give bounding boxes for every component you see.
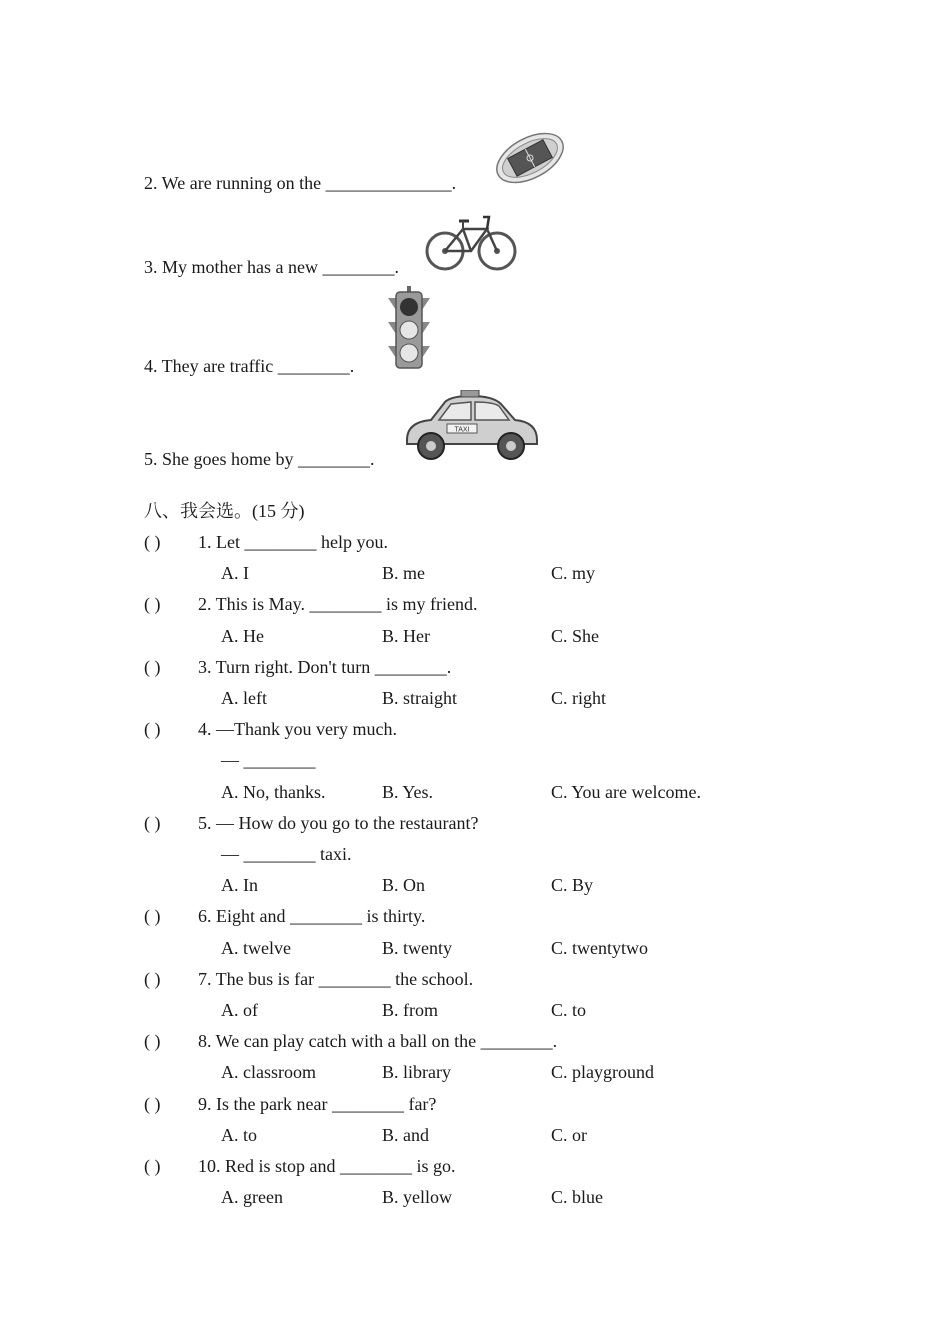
option-a[interactable]: A. In <box>221 875 258 896</box>
option-c[interactable]: C. my <box>551 563 596 584</box>
answer-bracket[interactable]: ( ) <box>144 1156 161 1176</box>
option-c[interactable]: C. You are welcome. <box>551 781 701 802</box>
option-b[interactable]: B. Her <box>382 625 430 646</box>
question-stem: 10. Red is stop and ________ is go. <box>198 1156 456 1176</box>
option-a[interactable]: A. He <box>221 625 264 646</box>
answer-bracket[interactable]: ( ) <box>144 719 161 740</box>
taxi-sign-text: TAXI <box>454 426 470 434</box>
option-a[interactable]: A. to <box>221 1124 257 1145</box>
option-c[interactable]: C. playground <box>551 1062 654 1083</box>
option-b[interactable]: B. Yes. <box>382 781 434 802</box>
question-stem: 2. This is May. ________ is my friend. <box>198 594 478 615</box>
question-stem: 3. Turn right. Don't turn ________. <box>198 656 452 677</box>
question-stem: 7. The bus is far ________ the school. <box>198 968 474 989</box>
option-c[interactable]: C. blue <box>551 1187 603 1208</box>
answer-bracket[interactable]: ( ) <box>144 594 161 615</box>
option-c[interactable]: C. By <box>551 875 594 896</box>
option-b[interactable]: B. library <box>382 1062 451 1083</box>
section-title: 八、我会选。(15 分) <box>144 501 305 521</box>
option-a[interactable]: A. classroom <box>221 1062 316 1083</box>
option-c[interactable]: C. to <box>551 1000 587 1020</box>
question-stem: 5. — How do you go to the restaurant? <box>198 812 479 833</box>
question-stem: 9. Is the park near ________ far? <box>198 1093 437 1114</box>
bicycle-icon <box>423 207 519 273</box>
option-a[interactable]: A. I <box>221 563 249 584</box>
option-a[interactable]: A. twelve <box>221 937 291 958</box>
question-stem: 1. Let ________ help you. <box>198 532 388 552</box>
option-b[interactable]: B. twenty <box>382 937 452 958</box>
option-b[interactable]: B. me <box>382 563 425 584</box>
option-a[interactable]: A. of <box>221 1000 258 1020</box>
answer-bracket[interactable]: ( ) <box>144 906 161 927</box>
option-c[interactable]: C. twentytwo <box>551 937 648 958</box>
option-b[interactable]: B. On <box>382 875 426 896</box>
answer-line: — ________ <box>221 750 316 771</box>
question-stem: 4. —Thank you very much. <box>198 719 397 740</box>
question-stem: 6. Eight and ________ is thirty. <box>198 906 426 927</box>
answer-bracket[interactable]: ( ) <box>144 812 161 833</box>
fill-item-3: 3. My mother has a new ________. <box>144 257 399 277</box>
taxi-icon <box>401 390 541 462</box>
option-b[interactable]: B. from <box>382 1000 438 1020</box>
fill-item-2: 2. We are running on the ______________. <box>144 173 457 193</box>
answer-bracket[interactable]: ( ) <box>144 968 161 989</box>
answer-bracket[interactable]: ( ) <box>144 656 161 677</box>
option-c[interactable]: C. right <box>551 688 607 708</box>
answer-bracket[interactable]: ( ) <box>144 1031 161 1052</box>
option-b[interactable]: B. yellow <box>382 1187 452 1208</box>
option-b[interactable]: B. and <box>382 1124 429 1145</box>
option-c[interactable]: C. or <box>551 1124 587 1145</box>
option-a[interactable]: A. left <box>221 688 267 708</box>
fill-item-4: 4. They are traffic ________. <box>144 356 355 376</box>
option-a[interactable]: A. No, thanks. <box>221 781 326 802</box>
traffic-light-icon <box>382 286 436 372</box>
option-c[interactable]: C. She <box>551 625 600 646</box>
question-stem: 8. We can play catch with a ball on the ________. <box>198 1031 558 1052</box>
option-a[interactable]: A. green <box>221 1187 283 1208</box>
option-b[interactable]: B. straight <box>382 688 457 708</box>
running-track-icon <box>490 124 570 190</box>
answer-bracket[interactable]: ( ) <box>144 1093 161 1114</box>
answer-bracket[interactable]: ( ) <box>144 532 161 552</box>
answer-line: — ________ taxi. <box>221 844 352 864</box>
fill-item-5: 5. She goes home by ________. <box>144 449 375 469</box>
